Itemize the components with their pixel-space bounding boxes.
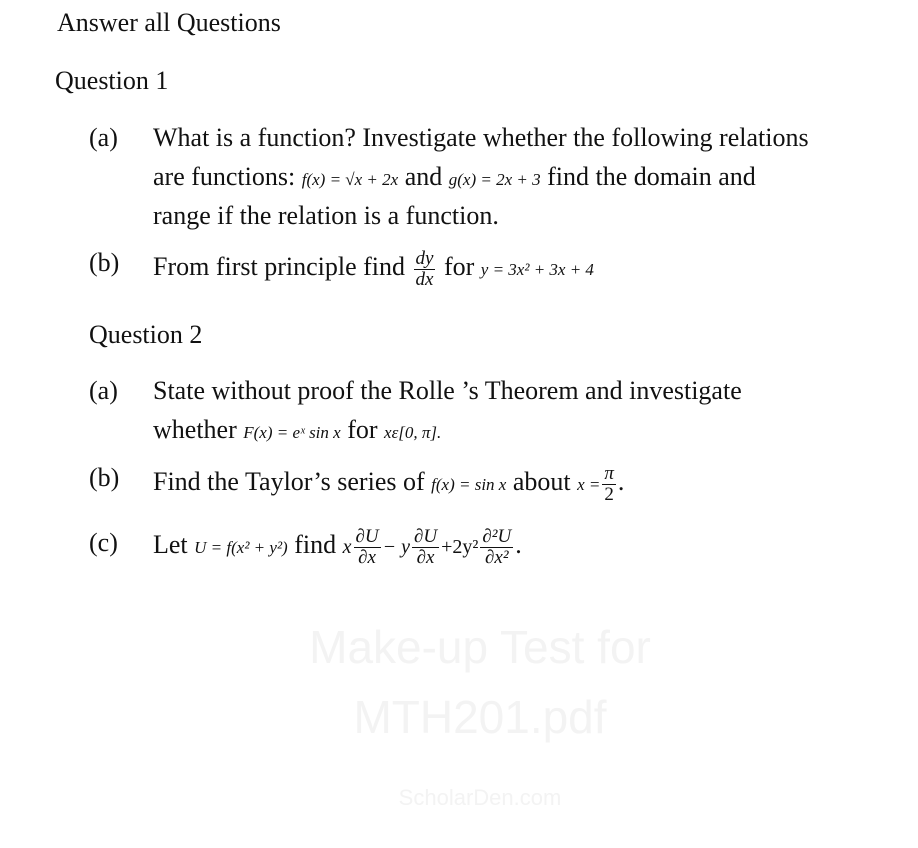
instruction-heading: Answer all Questions	[57, 8, 281, 37]
q2a-line-2-prefix: whether	[153, 415, 244, 444]
q2c-du-2: ∂U	[414, 525, 438, 547]
q2c-u-definition: U = f(x² + y²)	[194, 538, 288, 557]
q2a-for: for	[340, 415, 385, 444]
q2c-plus-2y2: +2y²	[441, 536, 479, 558]
q2b-line	[153, 456, 624, 511]
q2b-label: (b)	[89, 463, 120, 492]
q2c-line	[153, 519, 522, 574]
q1a-function-f: f(x) = √x + 2x	[301, 170, 399, 189]
q2a-line-1: State without proof the Rolle ’s Theorem and investigate	[153, 376, 742, 405]
q2b-two: 2	[604, 483, 614, 505]
q1b-dy: dy	[415, 247, 434, 269]
q2a-equation: F(x) = eˣ sin x	[243, 423, 341, 442]
q2c-du-1: ∂U	[355, 525, 379, 547]
q1b-equation: y = 3x² + 3x + 4	[480, 260, 594, 279]
q2c-prefix: Let	[153, 530, 195, 559]
q2a-line-2	[153, 415, 441, 448]
q2b-prefix: Find the Taylor’s series of	[153, 467, 432, 496]
question-2-title: Question 2	[89, 320, 203, 349]
watermark-line-2: MTH201.pdf	[353, 691, 607, 743]
q2a-label: (a)	[89, 376, 118, 405]
q2c-partial-1	[354, 527, 381, 568]
q1b-prefix: From first principle find	[153, 252, 412, 281]
q2c-period: .	[515, 530, 522, 559]
q2c-dx2: ∂x²	[485, 546, 509, 568]
q2c-find: find	[287, 530, 343, 559]
q2b-pi: π	[604, 462, 614, 484]
q2c-label: (c)	[89, 528, 118, 557]
q1a-function-g: g(x) = 2x + 3	[448, 170, 541, 189]
q2b-pi-over-2	[602, 464, 616, 505]
q2c-dx-2: ∂x	[416, 546, 435, 568]
q2c-x: x	[342, 536, 352, 558]
q1a-and: and	[398, 162, 449, 191]
q1a-line-2	[153, 162, 756, 195]
q2c-minus-y: − y	[382, 536, 410, 558]
q2b-x-equals: x =	[577, 475, 601, 494]
q1b-label: (b)	[89, 248, 120, 277]
q1b-dx: dx	[415, 268, 434, 290]
watermark-line-1: Make-up Test for	[309, 621, 651, 673]
q1b-line	[153, 240, 594, 297]
q1a-line-2-prefix: are functions:	[153, 162, 302, 191]
q1b-derivative-fraction	[414, 249, 436, 290]
q1a-line-2-suffix: find the domain and	[540, 162, 756, 191]
q2c-second-partial	[480, 527, 513, 568]
q2c-dx-1: ∂x	[358, 546, 376, 568]
q2a-interval: xε[0, π].	[384, 423, 442, 442]
watermark-line-3: ScholarDen.com	[398, 785, 562, 810]
question-1-title: Question 1	[55, 66, 169, 95]
q1a-label: (a)	[89, 123, 118, 152]
q2b-equation: f(x) = sin x	[431, 475, 507, 494]
q1a-line-3: range if the relation is a function.	[153, 201, 499, 230]
q2c-d2u: ∂²U	[482, 525, 512, 547]
q1b-for: for	[437, 252, 481, 281]
q1a-line-1: What is a function? Investigate whether the following relations	[153, 123, 809, 152]
q2b-about: about	[506, 467, 578, 496]
q2b-period: .	[617, 467, 625, 496]
q2c-partial-2	[412, 527, 439, 568]
